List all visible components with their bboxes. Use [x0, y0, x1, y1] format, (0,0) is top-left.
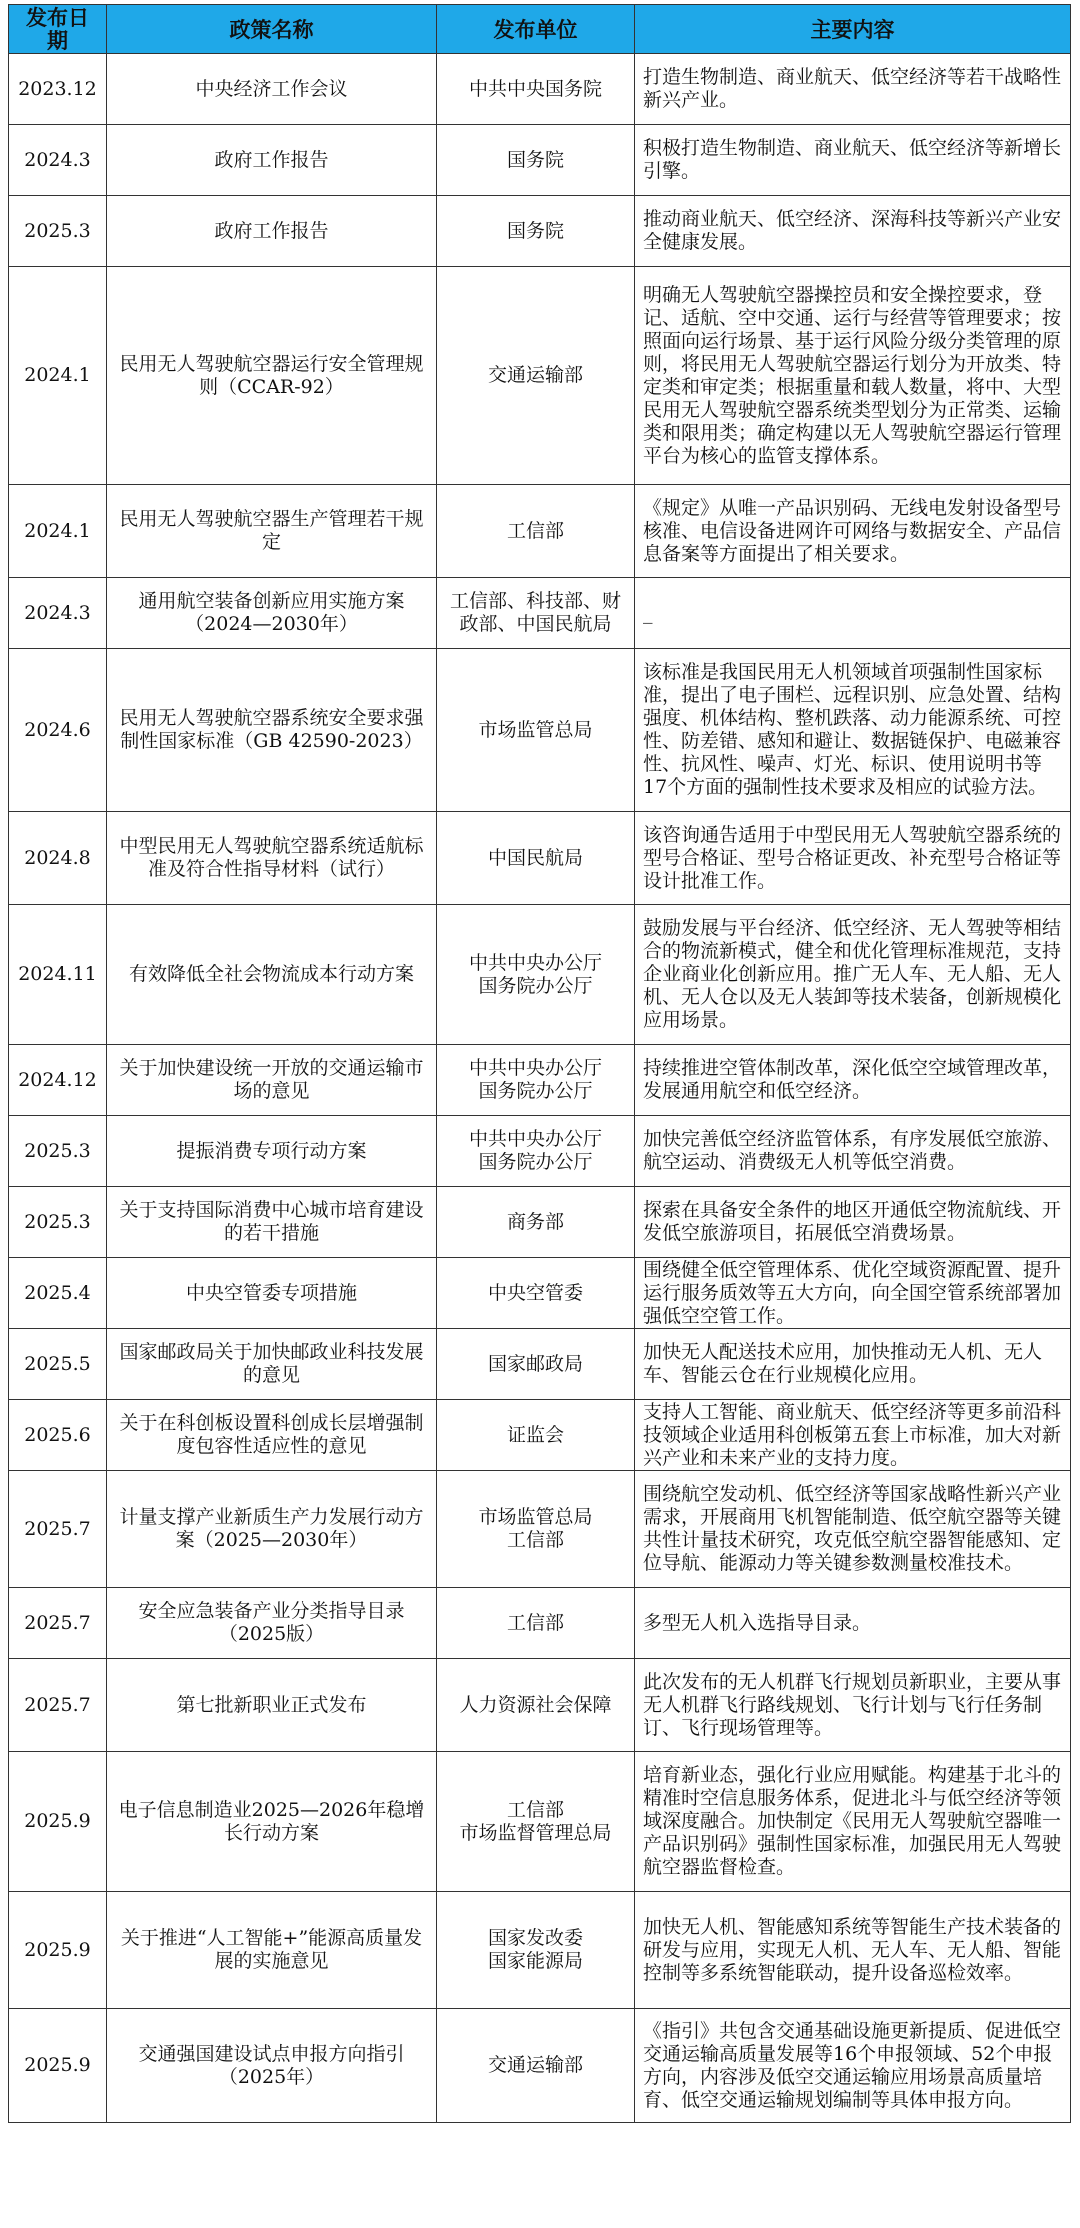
cell-main-content: 加快无人机、智能感知系统等智能生产技术装备的研发与应用，实现无人机、无人车、无人船、智能控制等多系统智能联动，提升设备巡检效率。: [635, 1892, 1071, 2009]
table-header: [9, 5, 1071, 54]
header-issuer: 发布单位: [437, 5, 635, 54]
cell-date: 2025.9: [9, 1892, 107, 2009]
cell-date: 2024.12: [9, 1045, 107, 1116]
cell-main-content: 该标准是我国民用无人机领域首项强制性国家标准，提出了电子围栏、远程识别、应急处置、结构强度、机体结构、整机跌落、动力能源系统、可控性、防差错、感知和避让、数据链保护、电磁兼容性、抗风性、噪声、灯光、标识、使用说明书等17个方面的强制性技术要求及相应的试验方法。: [635, 649, 1071, 812]
table-body: [9, 54, 1071, 2123]
cell-policy-name: 通用航空装备创新应用实施方案（2024—2030年）: [107, 578, 437, 649]
cell-issuer: 中共中央办公厅 国务院办公厅: [437, 1045, 635, 1116]
cell-policy-name: 计量支撑产业新质生产力发展行动方案（2025—2030年）: [107, 1471, 437, 1588]
cell-issuer: 市场监管总局 工信部: [437, 1471, 635, 1588]
cell-policy-name: 有效降低全社会物流成本行动方案: [107, 905, 437, 1045]
cell-main-content: _: [635, 578, 1071, 649]
cell-date: 2024.1: [9, 267, 107, 485]
cell-issuer: 中共中央办公厅 国务院办公厅: [437, 905, 635, 1045]
table-row: [9, 1892, 1071, 2009]
cell-main-content: 《指引》共包含交通基础设施更新提质、促进低空交通运输高质量发展等16个申报领域、52个申报方向，内容涉及低空交通运输应用场景高质量培育、低空交通运输规划编制等具体申报方向。: [635, 2009, 1071, 2123]
cell-date: 2025.7: [9, 1471, 107, 1588]
cell-date: 2025.7: [9, 1588, 107, 1659]
table-row: [9, 485, 1071, 578]
cell-main-content: 培育新业态，强化行业应用赋能。构建基于北斗的精准时空信息服务体系，促进北斗与低空经济等领域深度融合。加快制定《民用无人驾驶航空器唯一产品识别码》强制性国家标准，加强民用无人驾驶航空器监督检查。: [635, 1752, 1071, 1892]
table-row: [9, 649, 1071, 812]
cell-date: 2024.3: [9, 125, 107, 196]
cell-main-content: 加快无人配送技术应用，加快推动无人机、无人车、智能云仓在行业规模化应用。: [635, 1329, 1071, 1400]
cell-issuer: 工信部: [437, 1588, 635, 1659]
cell-date: 2025.7: [9, 1659, 107, 1752]
cell-issuer: 国家邮政局: [437, 1329, 635, 1400]
cell-main-content: 探索在具备安全条件的地区开通低空物流航线、开发低空旅游项目，拓展低空消费场景。: [635, 1187, 1071, 1258]
cell-policy-name: 交通强国建设试点申报方向指引（2025年）: [107, 2009, 437, 2123]
cell-issuer: 中国民航局: [437, 812, 635, 905]
cell-issuer: 中央空管委: [437, 1258, 635, 1329]
cell-date: 2025.3: [9, 196, 107, 267]
cell-main-content: 多型无人机入选指导目录。: [635, 1588, 1071, 1659]
table-row: [9, 1471, 1071, 1588]
header-policy-name: 政策名称: [107, 5, 437, 54]
cell-main-content: 支持人工智能、商业航天、低空经济等更多前沿科技领域企业适用科创板第五套上市标准，加大对新兴产业和未来产业的支持力度。: [635, 1400, 1071, 1471]
cell-date: 2025.4: [9, 1258, 107, 1329]
cell-main-content: 鼓励发展与平台经济、低空经济、无人驾驶等相结合的物流新模式，健全和优化管理标准规范，支持企业商业化创新应用。推广无人车、无人船、无人机、无人仓以及无人装卸等技术装备，创新规模化应用场景。: [635, 905, 1071, 1045]
policy-table: [8, 4, 1071, 2123]
header-main-content: 主要内容: [635, 5, 1071, 54]
cell-date: 2024.1: [9, 485, 107, 578]
table-row: [9, 54, 1071, 125]
cell-issuer: 市场监管总局: [437, 649, 635, 812]
header-row: [9, 5, 1071, 54]
cell-date: 2025.3: [9, 1116, 107, 1187]
cell-issuer: 工信部 市场监督管理总局: [437, 1752, 635, 1892]
cell-main-content: 打造生物制造、商业航天、低空经济等若干战略性新兴产业。: [635, 54, 1071, 125]
table-row: [9, 1045, 1071, 1116]
cell-issuer: 工信部: [437, 485, 635, 578]
cell-main-content: 积极打造生物制造、商业航天、低空经济等新增长引擎。: [635, 125, 1071, 196]
cell-issuer: 商务部: [437, 1187, 635, 1258]
cell-policy-name: 政府工作报告: [107, 196, 437, 267]
cell-issuer: 国务院: [437, 196, 635, 267]
cell-main-content: 围绕航空发动机、低空经济等国家战略性新兴产业需求，开展商用飞机智能制造、低空航空器等关键共性计量技术研究，攻克低空航空器智能感知、定位导航、能源动力等关键参数测量校准技术。: [635, 1471, 1071, 1588]
table-row: [9, 196, 1071, 267]
cell-main-content: 该咨询通告适用于中型民用无人驾驶航空器系统的型号合格证、型号合格证更改、补充型号合格证等设计批准工作。: [635, 812, 1071, 905]
cell-issuer: 工信部、科技部、财政部、中国民航局: [437, 578, 635, 649]
table-row: [9, 1400, 1071, 1471]
cell-policy-name: 关于加快建设统一开放的交通运输市场的意见: [107, 1045, 437, 1116]
cell-date: 2023.12: [9, 54, 107, 125]
cell-policy-name: 中央空管委专项措施: [107, 1258, 437, 1329]
cell-main-content: 明确无人驾驶航空器操控员和安全操控要求，登记、适航、空中交通、运行与经营等管理要求；按照面向运行场景、基于运行风险分级分类管理的原则，将民用无人驾驶航空器运行划分为开放类、特定类和审定类；根据重量和载人数量，将中、大型民用无人驾驶航空器系统类型划分为正常类、运输类和限用类；确定构建以无人驾驶航空器运行管理平台为核心的监管支撑体系。: [635, 267, 1071, 485]
cell-date: 2024.11: [9, 905, 107, 1045]
table-row: [9, 1116, 1071, 1187]
cell-issuer: 交通运输部: [437, 2009, 635, 2123]
cell-issuer: 中共中央国务院: [437, 54, 635, 125]
table-row: [9, 812, 1071, 905]
cell-main-content: 推动商业航天、低空经济、深海科技等新兴产业安全健康发展。: [635, 196, 1071, 267]
cell-main-content: 此次发布的无人机群飞行规划员新职业，主要从事无人机群飞行路线规划、飞行计划与飞行任务制订、飞行现场管理等。: [635, 1659, 1071, 1752]
cell-issuer: 中共中央办公厅 国务院办公厅: [437, 1116, 635, 1187]
cell-date: 2025.9: [9, 1752, 107, 1892]
table-row: [9, 1258, 1071, 1329]
cell-policy-name: 关于支持国际消费中心城市培育建设的若干措施: [107, 1187, 437, 1258]
cell-policy-name: 第七批新职业正式发布: [107, 1659, 437, 1752]
table-row: [9, 1752, 1071, 1892]
cell-main-content: 围绕健全低空管理体系、优化空域资源配置、提升运行服务质效等五大方向，向全国空管系统部署加强低空空管工作。: [635, 1258, 1071, 1329]
table-row: [9, 1187, 1071, 1258]
cell-policy-name: 民用无人驾驶航空器生产管理若干规定: [107, 485, 437, 578]
cell-policy-name: 民用无人驾驶航空器系统安全要求强制性国家标准（GB 42590-2023）: [107, 649, 437, 812]
table-row: [9, 125, 1071, 196]
cell-date: 2025.9: [9, 2009, 107, 2123]
cell-date: 2025.3: [9, 1187, 107, 1258]
cell-issuer: 国务院: [437, 125, 635, 196]
table-row: [9, 1588, 1071, 1659]
cell-policy-name: 中央经济工作会议: [107, 54, 437, 125]
cell-policy-name: 提振消费专项行动方案: [107, 1116, 437, 1187]
cell-policy-name: 中型民用无人驾驶航空器系统适航标准及符合性指导材料（试行）: [107, 812, 437, 905]
table-row: [9, 578, 1071, 649]
cell-issuer: 证监会: [437, 1400, 635, 1471]
cell-main-content: 《规定》从唯一产品识别码、无线电发射设备型号核准、电信设备进网许可网络与数据安全、产品信息备案等方面提出了相关要求。: [635, 485, 1071, 578]
cell-issuer: 国家发改委 国家能源局: [437, 1892, 635, 2009]
table-row: [9, 267, 1071, 485]
cell-date: 2024.8: [9, 812, 107, 905]
cell-policy-name: 关于推进“人工智能+”能源高质量发展的实施意见: [107, 1892, 437, 2009]
cell-date: 2025.6: [9, 1400, 107, 1471]
cell-issuer: 人力资源社会保障: [437, 1659, 635, 1752]
cell-issuer: 交通运输部: [437, 267, 635, 485]
table-row: [9, 1329, 1071, 1400]
cell-date: 2024.3: [9, 578, 107, 649]
cell-policy-name: 安全应急装备产业分类指导目录（2025版）: [107, 1588, 437, 1659]
cell-main-content: 持续推进空管体制改革，深化低空空域管理改革，发展通用航空和低空经济。: [635, 1045, 1071, 1116]
cell-policy-name: 民用无人驾驶航空器运行安全管理规则（CCAR-92）: [107, 267, 437, 485]
table-row: [9, 1659, 1071, 1752]
cell-policy-name: 国家邮政局关于加快邮政业科技发展的意见: [107, 1329, 437, 1400]
cell-policy-name: 政府工作报告: [107, 125, 437, 196]
cell-date: 2025.5: [9, 1329, 107, 1400]
cell-date: 2024.6: [9, 649, 107, 812]
table-row: [9, 2009, 1071, 2123]
cell-policy-name: 关于在科创板设置科创成长层增强制度包容性适应性的意见: [107, 1400, 437, 1471]
table-row: [9, 905, 1071, 1045]
header-date: 发布日期: [9, 5, 107, 54]
cell-policy-name: 电子信息制造业2025—2026年稳增长行动方案: [107, 1752, 437, 1892]
cell-main-content: 加快完善低空经济监管体系，有序发展低空旅游、航空运动、消费级无人机等低空消费。: [635, 1116, 1071, 1187]
